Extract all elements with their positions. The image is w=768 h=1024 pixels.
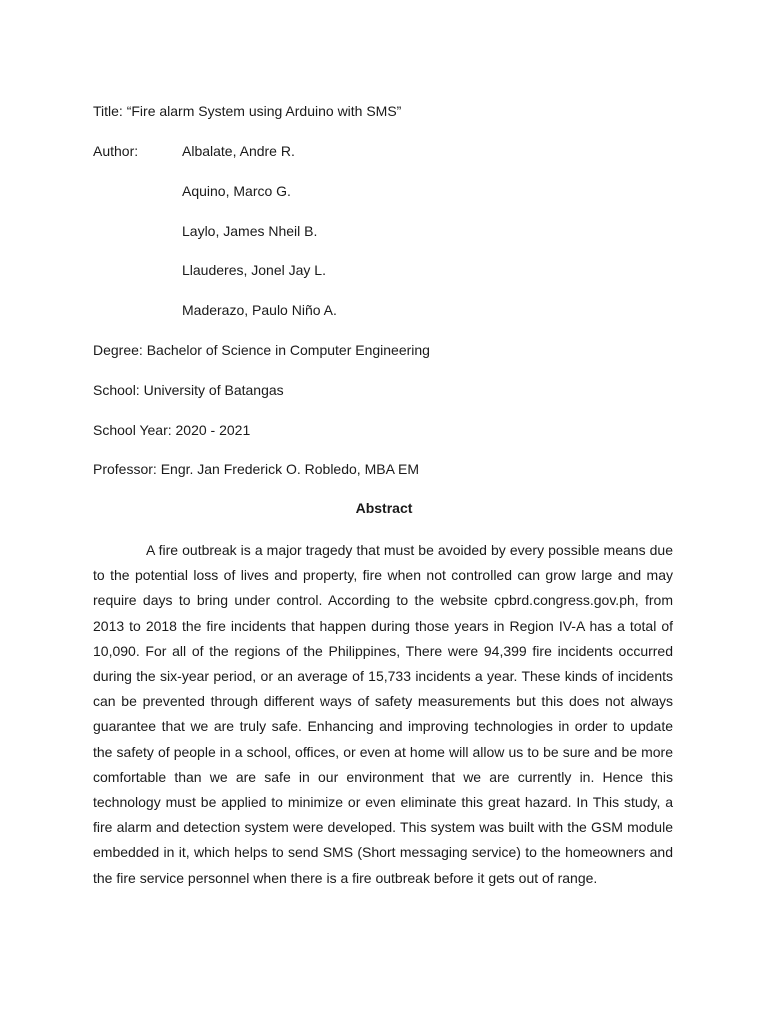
professor-line: Professor: Engr. Jan Frederick O. Robledo, MBA EM <box>93 461 420 477</box>
author-label: Author: <box>93 143 139 159</box>
abstract-paragraph: A fire outbreak is a major tragedy that must be avoided by every possible means due to the potential loss of lives and property, fire when not controlled can grow large and may require days to bring under control. According to the website cpbrd.congress.gov.ph, from 2013 to 2018 the fire incidents that happen during those years in Region IV-A has a total of 10,090. For all of the regions of the Philippines, There were 94,399 fire incidents occurred during the six-year period, or an average of 15,733 incidents a year. These kinds of incidents can be prevented through different ways of safety measurements but this does not always guarantee that we are truly safe. Enhancing and improving technologies in order to update the safety of people in a school, offices, or even at home will allow us to be sure and be more comfortable than we are safe in our environment that we are currently in. Hence this technology must be applied to minimize or even eliminate this great hazard. In This study, a fire alarm and detection system were developed. This system was built with the GSM module embedded in it, which helps to send SMS (Short messaging service) to the homeowners and the fire service personnel when there is a fire outbreak before it gets out of range. <box>93 542 673 886</box>
author-name: Albalate, Andre R. <box>182 143 295 159</box>
degree-line: Degree: Bachelor of Science in Computer Engineering <box>93 342 430 358</box>
author-name: Aquino, Marco G. <box>182 183 291 199</box>
author-name: Llauderes, Jonel Jay L. <box>182 262 326 278</box>
author-name: Laylo, James Nheil B. <box>182 223 318 239</box>
school-line: School: University of Batangas <box>93 382 284 398</box>
author-name: Maderazo, Paulo Niño A. <box>182 302 337 318</box>
school-year-line: School Year: 2020 - 2021 <box>93 422 251 438</box>
title-line: Title: “Fire alarm System using Arduino with SMS” <box>93 103 402 119</box>
abstract-heading: Abstract <box>355 500 413 516</box>
